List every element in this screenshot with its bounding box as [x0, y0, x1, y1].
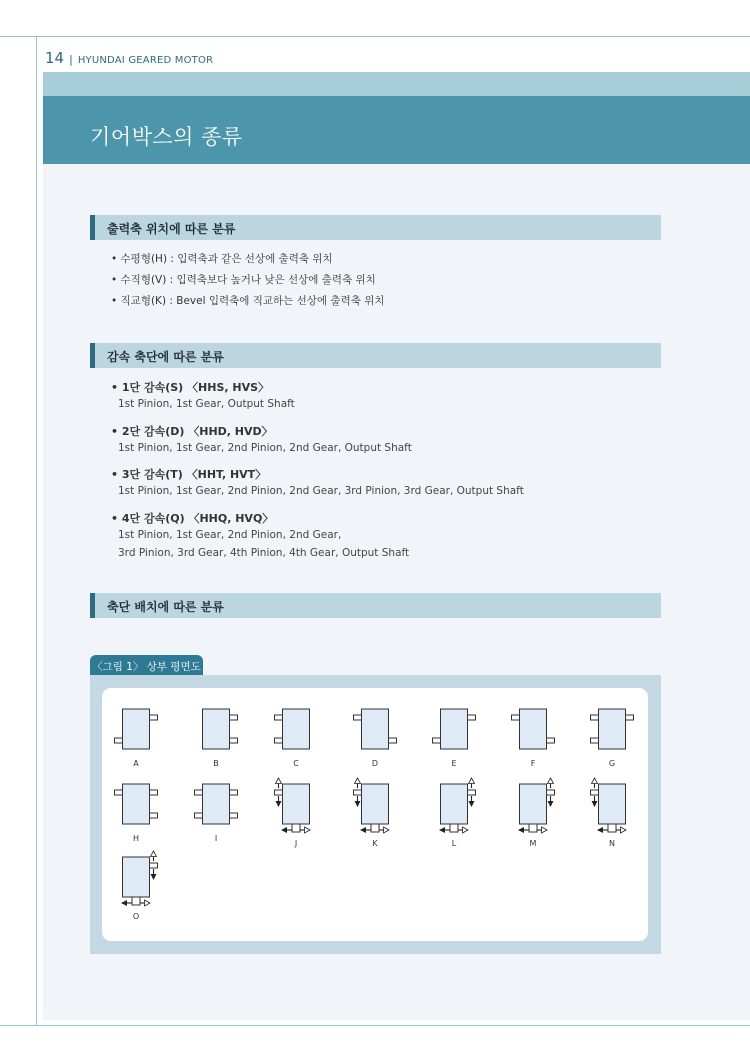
shaft-stub [275, 738, 283, 743]
shaft-stub [275, 715, 283, 720]
gearbox-body [283, 784, 310, 824]
shaft-stub [115, 790, 123, 795]
shaft-stub [115, 738, 123, 743]
section-heading-text: 감속 축단에 따른 분류 [107, 350, 224, 364]
gearbox-body [203, 784, 230, 824]
gearbox-body [520, 709, 547, 749]
stage-triple-title: • 3단 감속(T) 〈HHT, HVT〉 [111, 468, 267, 481]
stage-single-desc: 1st Pinion, 1st Gear, Output Shaft [118, 398, 295, 410]
shaft-stub [150, 790, 158, 795]
shaft-stub [626, 715, 634, 720]
stage-triple-desc: 1st Pinion, 1st Gear, 2nd Pinion, 2nd Gear, 3rd Pinion, 3rd Gear, Output Shaft [118, 485, 524, 497]
section-heading-text: 축단 배치에 따른 분류 [107, 600, 224, 614]
shaft-stub [230, 715, 238, 720]
arrangement-label-e: E [451, 759, 457, 768]
stage-quad-desc-2: 3rd Pinion, 3rd Gear, 4th Pinion, 4th Gear, Output Shaft [118, 547, 410, 559]
gearbox-body [123, 709, 150, 749]
section-heading-reduction-stages [90, 343, 661, 368]
shaft-stub [450, 824, 458, 832]
frame-bottom-line [0, 1025, 750, 1026]
stage-single-title: • 1단 감속(S) 〈HHS, HVS〉 [111, 381, 270, 394]
gearbox-body [599, 784, 626, 824]
shaft-stub [150, 813, 158, 818]
list-item-orthogonal: • 직교형(K) : Bevel 입력축에 직교하는 선상에 출력축 위치 [111, 295, 385, 307]
gearbox-body [362, 709, 389, 749]
section-heading-text: 출력축 위치에 따른 분류 [107, 222, 236, 236]
section-marker [90, 215, 95, 240]
section-marker [90, 593, 95, 618]
gearbox-body [599, 709, 626, 749]
shaft-stub [275, 790, 283, 795]
shaft-stub [195, 790, 203, 795]
stage-quad-desc-1: 1st Pinion, 1st Gear, 2nd Pinion, 2nd Gear, [118, 529, 342, 541]
shaft-stub [591, 715, 599, 720]
section-heading-output-position [90, 215, 661, 240]
shaft-stub [230, 790, 238, 795]
shaft-stub [230, 738, 238, 743]
figure-caption: 〈그림 1〉 상부 평면도 [92, 661, 201, 673]
header-separator: | [69, 53, 73, 66]
figure-caption-tab [90, 655, 203, 676]
shaft-stub [150, 715, 158, 720]
arrangement-label-i: I [214, 834, 218, 843]
arrangement-label-n: N [609, 839, 615, 848]
running-header [45, 49, 213, 67]
shaft-stub [529, 824, 537, 832]
list-item-vertical: • 수직형(V) : 입력축보다 높거나 낮은 선상에 출력축 위치 [111, 274, 376, 286]
stage-double-desc: 1st Pinion, 1st Gear, 2nd Pinion, 2nd Gear, Output Shaft [118, 442, 412, 454]
shaft-stub [230, 813, 238, 818]
shaft-stub [512, 715, 520, 720]
shaft-stub [292, 824, 300, 832]
arrangement-label-b: B [213, 759, 219, 768]
shaft-stub [591, 790, 599, 795]
arrangement-label-a: A [133, 759, 139, 768]
shaft-stub [608, 824, 616, 832]
shaft-stub [591, 738, 599, 743]
shaft-stub [354, 790, 362, 795]
stage-double-title: • 2단 감속(D) 〈HHD, HVD〉 [111, 425, 273, 438]
gearbox-body [123, 857, 150, 897]
section-marker [90, 343, 95, 368]
shaft-stub [547, 738, 555, 743]
arrangement-label-l: L [451, 839, 457, 848]
title-strip [43, 72, 750, 96]
arrangement-label-g: G [608, 759, 616, 768]
shaft-stub [547, 790, 555, 795]
shaft-stub [150, 863, 158, 868]
arrangement-label-d: D [371, 759, 379, 768]
gearbox-body [520, 784, 547, 824]
arrangement-label-k: K [372, 839, 378, 848]
shaft-stub [433, 738, 441, 743]
shaft-stub [371, 824, 379, 832]
arrangement-label-f: F [530, 759, 536, 768]
section-heading-shaft-arrangement [90, 593, 661, 618]
page-number: 14 [45, 49, 65, 67]
shaft-stub [132, 897, 140, 905]
header-brand: HYUNDAI GEARED MOTOR [77, 55, 214, 66]
gearbox-body [283, 709, 310, 749]
shaft-stub [389, 738, 397, 743]
stage-quad-title: • 4단 감속(Q) 〈HHQ, HVQ〉 [111, 512, 274, 525]
arrangement-label-m: M [529, 839, 537, 848]
arrangement-label-h: H [132, 834, 140, 843]
gearbox-body [441, 709, 468, 749]
shaft-stub [468, 790, 476, 795]
frame-left-line [36, 36, 37, 1026]
shaft-arrangement-diagram [102, 688, 648, 941]
frame-top-line [0, 36, 750, 37]
shaft-stub [354, 715, 362, 720]
shaft-stub [468, 715, 476, 720]
gearbox-body [362, 784, 389, 824]
gearbox-body [123, 784, 150, 824]
arrangement-label-o: O [132, 912, 140, 921]
gearbox-body [203, 709, 230, 749]
page-title: 기어박스의 종류 [90, 125, 243, 149]
gearbox-body [441, 784, 468, 824]
list-item-horizontal: • 수평형(H) : 입력축과 같은 선상에 출력축 위치 [111, 253, 333, 265]
shaft-stub [195, 813, 203, 818]
arrangement-label-j: J [294, 839, 298, 848]
arrangement-label-c: C [293, 759, 299, 768]
